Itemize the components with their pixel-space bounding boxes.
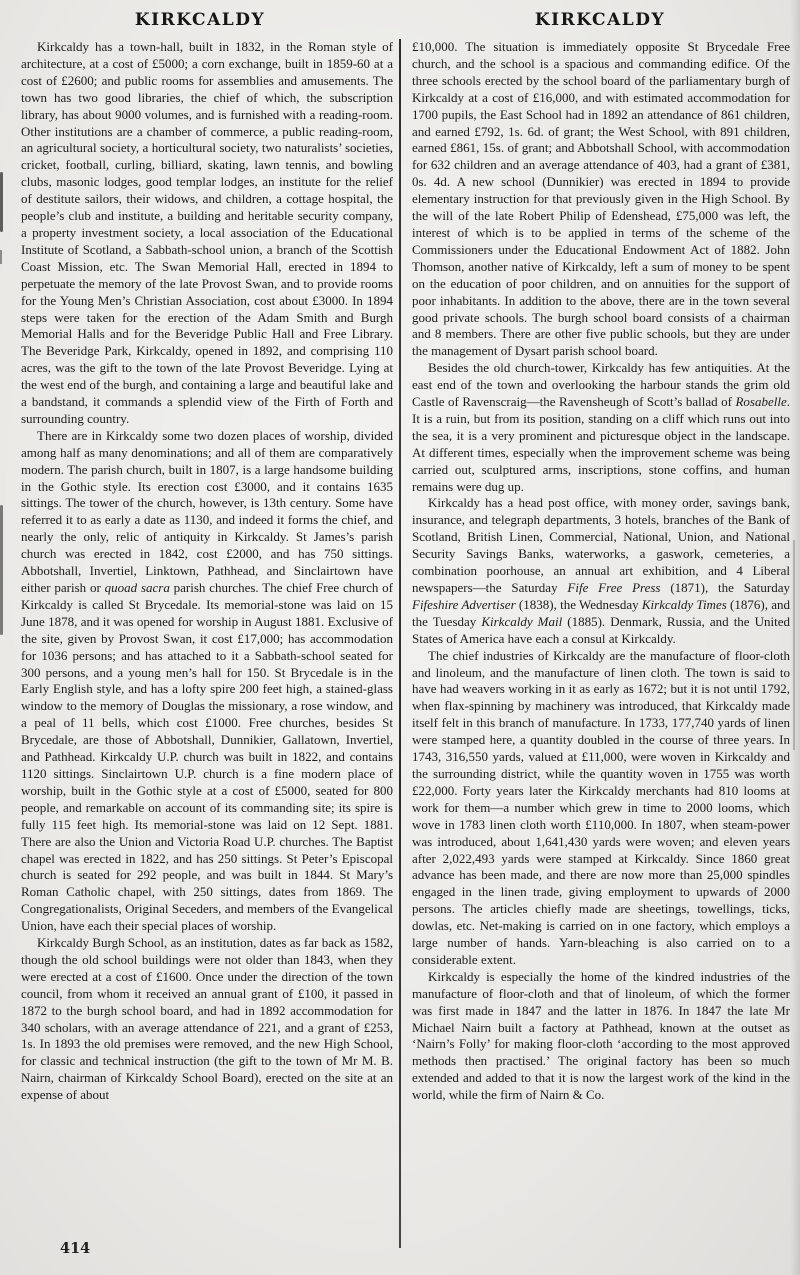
italic-text-run: Fifeshire Advertiser bbox=[412, 596, 516, 612]
paragraph bbox=[412, 969, 790, 1104]
text-run: £10,000. The situation is immediately opposite St Brycedale Free church, and the school is a spacious and commanding edifice. Of the three schools erected by the school board of the parliamentary burgh of Kirkcaldy at a cost of £16,000, and with estimated accommodation for 1700 pupils, the East School had in 1892 an attendance of 861 children, and earned £792, 1s. 6d. of grant; the West School, with 891 children, earned £861, 15s. of grant; and Abbotshall School, with accommodation for 632 children and an average attendance of 403, had a grant of £381, 0s. 4d. A new school (Dunnikier) was erected in 1894 to provide elementary instruction for that previously given in the High School. By the will of the late Robert Philip of Edenshead, £75,000 was left, the interest of which is to be applied in terms of the scheme of the Commissioners under the Educational Endowment Act of 1882. John Thomson, another native of Kirkcaldy, left a sum of money to be spent on the education of poor children, and on annuities for the support of poor inhabitants. In addition to the above, there are in the town several good private schools. The burgh school board consists of a chairman and 8 members. There are other five public schools, but they are under the management of Dysart parish school board. bbox=[412, 39, 790, 359]
text-run: There are in Kirkcaldy some two dozen places of worship, divided among half as many denominations; and all of them are comparatively modern. The parish church, built in 1807, is a large handsome building in the Gothic style. Its erection cost £3000, and it contains 1635 sittings. The tower of the church, however, is 13th century. Some have referred it to as early a date as 1130, and indeed it forms the chief, and nearly the only, relic of antiquity in Kirkcaldy. St James’s parish church was erected in 1842, cost £2000, and has 750 sittings. Abbotshall, Invertiel, Linktown, Pathhead, and Sinclairtown have either parish or bbox=[21, 427, 393, 595]
paragraph bbox=[412, 495, 790, 647]
paragraph bbox=[412, 648, 790, 969]
text-run: (1876), and the Tuesday bbox=[412, 596, 790, 629]
scan-artifact bbox=[793, 540, 795, 750]
text-run: Kirkcaldy is especially the home of the kindred industries of the manufacture of floor-cloth and that of linoleum, of which the former was first made in 1847 and the latter in 1876. In 1847 the late Mr Michael Nairn built a factory at Pathhead, known at the outset as ‘Nairn’s Folly’ for making floor-cloth ‘according to the most approved methods then practised.’ The original factory has been so much extended and added to that it is now the largest work of the kind in the world, while the firm of Nairn & Co. bbox=[412, 968, 790, 1103]
text-run: Besides the old church-tower, Kirkcaldy has few antiquities. At the east end of the town and overlooking the harbour stands the grim old Castle of Ravenscraig—the Ravensheugh of Scott’s ballad of bbox=[412, 360, 790, 410]
italic-text-run: Kirkcaldy Times bbox=[641, 596, 727, 612]
italic-text-run: Rosabelle bbox=[735, 394, 787, 410]
paragraph bbox=[412, 39, 790, 360]
text-run: . It is a ruin, but from its position, standing on a cliff which runs out into the sea, it is a very prominent and picturesque object in the landscape. At different times, especially when the improvement scheme was being carried out, sculptured arms, inscriptions, stone coffins, and human remains were dug up. bbox=[412, 394, 790, 494]
column-divider-rule bbox=[399, 39, 401, 1248]
text-column-left bbox=[21, 39, 393, 1245]
italic-text-run: Fife Free Press bbox=[567, 580, 661, 595]
text-run: (1871), the Saturday bbox=[660, 580, 790, 595]
text-run: (1885). Denmark, Russia, and the United States of America have each a consul at Kirkcaldy. bbox=[412, 613, 790, 646]
text-run: Kirkcaldy has a head post office, with money order, savings bank, insurance, and telegraph departments, 3 hotels, branches of the Bank of Scotland, British Linen, Commercial, National, Union, and National Security Savings Banks, waterworks, a gaswork, cemeteries, a combination poorhouse, an annual art exhibition, and 4 Liberal newspapers—the Saturday bbox=[412, 495, 790, 595]
running-head-right: KIRKCALDY bbox=[534, 10, 666, 30]
paragraph bbox=[412, 360, 790, 495]
paragraph bbox=[21, 428, 393, 935]
scan-artifact bbox=[0, 250, 2, 264]
paragraph bbox=[21, 39, 393, 428]
italic-text-run: quoad sacra bbox=[104, 580, 170, 595]
text-run: Kirkcaldy has a town-hall, built in 1832, in the Roman style of architecture, at a cost of £5000; a corn exchange, built in 1859-60 at a cost of £2600; and public rooms for assemblies and amusements. The town has two good libraries, the chief of which, the subscription library, has about 9000 volumes, and is furnished with a reading-room. Other institutions are a chamber of commerce, a public reading-room, an agricultural society, a horticultural society, two naturalists’ societies, cricket, football, curling, billiard, skating, lawn tennis, and bowling clubs, masonic lodges, good templar lodges, an institute for the relief of destitute sailors, their widows, and children, a cottage hospital, the people’s club and institute, a building and heritable security company, a property investment society, a local association of the Educational Institute of Scotland, a Sabbath-school union, a branch of the Scottish Coast Mission, etc. The Swan Memorial Hall, erected in 1894 to perpetuate the memory of the late Provost Swan, and to provide rooms for the Young Men’s Christian Association, cost about £3000. In 1894 steps were taken for the erection of the Adam Smith and Burgh Memorial Halls and for the Beveridge Public Hall and Free Library. The Beveridge Park, Kirkcaldy, opened in 1892, and comprising 110 acres, was the gift to the town of the late Provost Beveridge. Lying at the west end of the burgh, and containing a large and beautiful lake and a bandstand, it commands a splendid view of the Firth of Forth and surrounding country. bbox=[21, 39, 393, 426]
page-number: 414 bbox=[60, 1240, 91, 1257]
paragraph bbox=[21, 935, 393, 1104]
scan-artifact bbox=[0, 172, 3, 232]
text-column-right bbox=[412, 39, 790, 1245]
italic-text-run: Kirkcaldy Mail bbox=[481, 613, 563, 629]
running-head-left: KIRKCALDY bbox=[134, 10, 266, 30]
scan-artifact bbox=[0, 505, 3, 635]
text-run: Kirkcaldy Burgh School, as an institution, dates as far back as 1582, though the old school buildings were not older than 1843, when they were erected at a cost of £1600. Once under the direction of the town council, from whom it received an annual grant of £100, it passed in 1872 to the burgh school board, and had in 1892 accommodation for 340 scholars, with an average attendance of 221, and a grant of £253, 1s. In 1893 the old premises were removed, and the new High School, for classic and technical instruction (the gift to the town of Mr M. B. Nairn, chairman of Kirkcaldy School Board), erected on the site at an expense of about bbox=[21, 935, 393, 1103]
text-run: (1838), the Wednesday bbox=[515, 596, 642, 612]
text-run: The chief industries of Kirkcaldy are the manufacture of floor-cloth and linoleum, and the manufacture of linen cloth. The town is said to have had weavers working in it as early as 1672; but it is not until 1792, when flax-spinning by machinery was introduced, that Kirkcaldy made itself felt in this branch of manufacture. In 1733, 177,740 yards of linen were stamped here, a quantity doubled in the course of three years. In 1743, 316,550 yards, valued at £11,000, were woven in Kirkcaldy and the surrounding district, while the quantity woven in 1755 was worth £22,000. Forty years later the Kirkcaldy merchants had 810 looms at work for them—a number which grew in time to 2000 looms, which wove in 1783 linen cloth worth £110,000. In 1807, when steam-power was introduced, about 1,641,430 yards were woven; and eleven years after 2,022,493 yards were stamped at Kirkcaldy. Since 1860 great advance has been made, and there are now more than 25,000 spindles engaged in the linen trade, giving employment to upwards of 2000 persons. The articles chiefly made are sheetings, towellings, ticks, dowlas, etc. Net-making is carried on in one factory, which employs a large number of hands. Yarn-bleaching is also carried on to a considerable extent. bbox=[412, 647, 790, 967]
text-run: parish churches. The chief Free church of Kirkcaldy is called St Brycedale. Its memorial-stone was laid on 15 June 1878, and it was opened for worship in August 1881. Exclusive of the site, given by Provost Swan, it cost £17,000; has accommodation for 1036 persons; and has attached to it a Sabbath-school seated for 300 persons, and a young men’s hall for 150. St Brycedale is in the Early English style, and has a lofty spire 200 feet high, a stained-glass window to the memory of Douglas the missionary, a rose window, and a peal of 11 bells, which cost £1000. Free churches, besides St Brycedale, are those of Abbotshall, Dunnikier, Gallatown, Invertiel, and Pathhead. Kirkcaldy U.P. church was built in 1822, and contains 1120 sittings. Sinclairtown U.P. church is a fine modern place of worship, built in the Gothic style at a cost of £5000, seated for 800 people, and remarkable on account of its commanding site; its spire is fully 115 feet high. Its memorial-stone was laid on 12 Sept. 1881. There are also the Union and Victoria Road U.P. churches. The Baptist chapel was erected in 1822, and has 250 sittings. St Peter’s Episcopal church is seated for 292 people, and was built in 1844. St Mary’s Roman Catholic chapel, with 250 sittings, dates from 1869. The Congregationalists, Original Seceders, and members of the Evangelical Union, have each their special places of worship. bbox=[21, 580, 393, 934]
